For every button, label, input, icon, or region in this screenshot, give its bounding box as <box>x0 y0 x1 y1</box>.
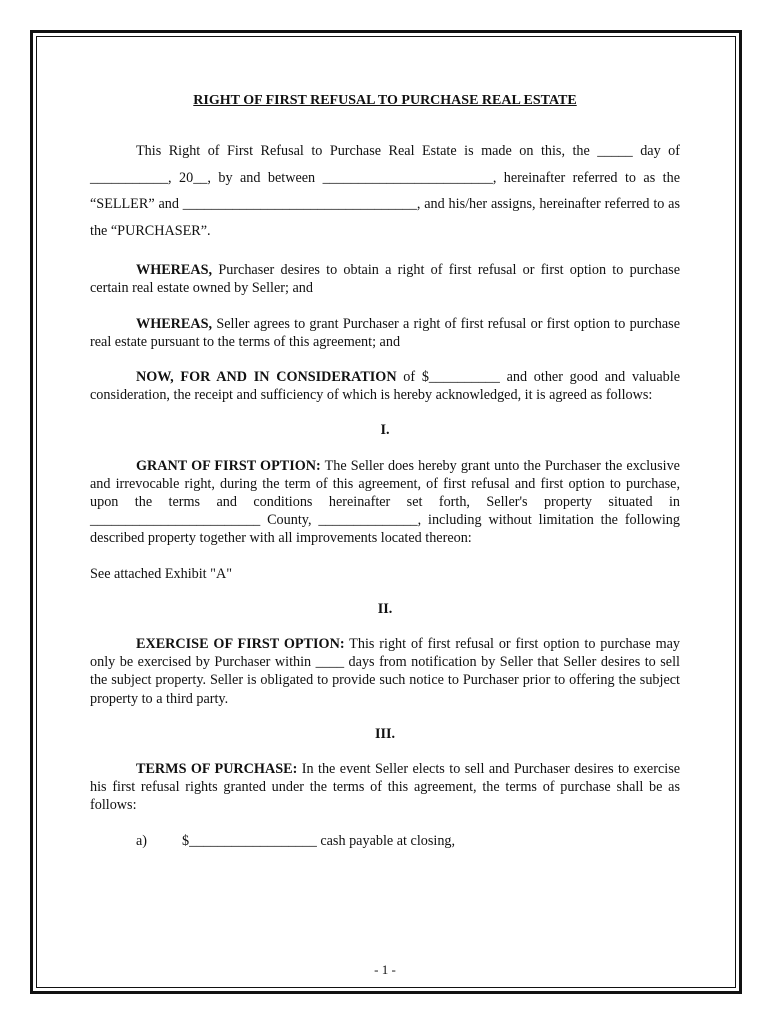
grant-paragraph <box>90 457 680 548</box>
terms-text: In the event Seller elects to sell and Purchaser desires to exercise his first refusal rights granted under the terms of this agreement, the terms of purchase shall be as follows: <box>90 761 681 814</box>
whereas-text: Purchaser desires to obtain a right of first refusal or first option to purchase certain real estate owned by Seller; and <box>90 262 680 297</box>
consideration-text: of $__________ and other good and valuable consideration, the receipt and sufficiency of which is hereby acknowledged, it is agreed as follows: <box>90 369 680 404</box>
whereas-lead: WHEREAS, <box>136 262 213 279</box>
exercise-paragraph <box>90 635 680 708</box>
document-body <box>90 92 680 850</box>
section-numeral-3: III. <box>374 725 396 742</box>
exercise-lead: EXERCISE OF FIRST OPTION: <box>136 636 345 653</box>
whereas-text: Seller agrees to grant Purchaser a right of first refusal or first option to purchase real estate pursuant to the terms of this agreement; and <box>90 315 680 350</box>
list-item <box>90 832 680 850</box>
section-numeral-2: II. <box>377 600 393 617</box>
consideration-paragraph <box>90 368 680 404</box>
whereas-paragraph-2 <box>90 315 680 351</box>
whereas-paragraph-1 <box>90 261 680 297</box>
consideration-lead: NOW, FOR AND IN CONSIDERATION <box>136 369 397 386</box>
page-number: - 1 - <box>374 962 396 977</box>
whereas-lead: WHEREAS, <box>136 315 213 332</box>
grant-lead: GRANT OF FIRST OPTION: <box>136 457 321 474</box>
terms-paragraph <box>90 760 680 815</box>
list-marker: a) <box>136 832 148 849</box>
grant-text: The Seller does hereby grant unto the Purchaser the exclusive and irrevocable right, during the term of this agreement, of first refusal and first option to purchase, upon the terms and conditions hereinafter set forth, Seller's property situated in ________________________ County, ______________, including without limitation the following described property together with all improvements located thereon: <box>90 457 680 547</box>
terms-lead: TERMS OF PURCHASE: <box>136 761 298 778</box>
exercise-text: This right of first refusal or first option to purchase may only be exercised by Purchaser within ____ days from notification by Seller that Seller desires to sell the subject property. Seller is obligated to provide such notice to Purchaser prior to offering the subject property to a third party. <box>90 636 680 707</box>
section-numeral-1: I. <box>380 422 390 439</box>
list-text: $__________________ cash payable at closing, <box>182 832 456 849</box>
document-title: RIGHT OF FIRST REFUSAL TO PURCHASE REAL ESTATE <box>193 93 577 108</box>
intro-paragraph: This Right of First Refusal to Purchase Real Estate is made on this, the _____ day of ___________, 20__, by and between ________________________, hereinafter referred to as the “SELLER” and _________________________________, and his/her assigns, hereinafter referred to as the “PURCHASER”. <box>90 143 680 239</box>
exhibit-reference: See attached Exhibit "A" <box>90 565 232 582</box>
